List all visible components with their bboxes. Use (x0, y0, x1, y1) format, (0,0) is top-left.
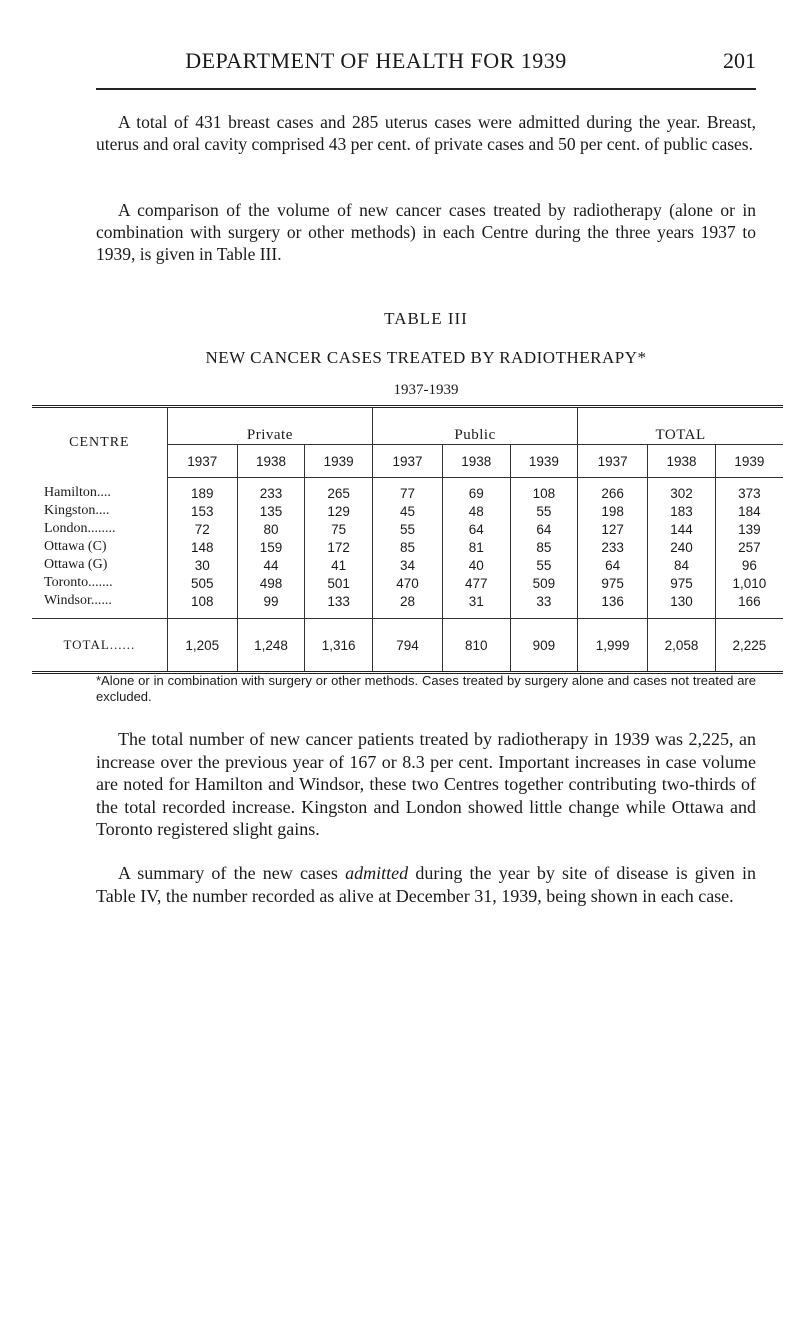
table-cell: 30 (194, 557, 210, 573)
table-cell: 48 (442, 502, 510, 520)
page-number: 201 (723, 48, 756, 73)
page-title: DEPARTMENT OF HEALTH FOR 1939 (185, 48, 567, 73)
table-cell: 81 (442, 538, 510, 556)
table-cell: 28 (372, 592, 442, 619)
table-cell: 129 (305, 502, 373, 520)
table-cell: 108 (510, 478, 578, 503)
table-cell: 55 (510, 502, 578, 520)
table-cell: 55 (510, 556, 578, 574)
table-cell: 77 (372, 478, 442, 503)
table-cell: 184 (715, 502, 783, 520)
table-cell: 505 (190, 575, 214, 591)
table-cell: 144 (648, 520, 716, 538)
total-cell: 794 (372, 619, 442, 673)
year-header: 1938 (442, 445, 510, 478)
centre-name: Windsor...... (32, 592, 167, 619)
table-cell: 509 (510, 574, 578, 592)
table-cell: 41 (305, 556, 373, 574)
table-cell: 148 (190, 539, 214, 555)
table-cell: 96 (715, 556, 783, 574)
table-cell: 135 (237, 502, 305, 520)
table-cell: 975 (578, 574, 648, 592)
table-cell: 130 (648, 592, 716, 619)
table-cell: 44 (237, 556, 305, 574)
centre-name: Kingston.... (32, 502, 167, 520)
table-row (32, 538, 783, 556)
table-cell: 75 (305, 520, 373, 538)
table-cell: 64 (442, 520, 510, 538)
column-group-total: TOTAL (578, 407, 783, 445)
total-cell: 2,225 (715, 619, 783, 673)
table-row (32, 478, 783, 503)
paragraph-4-part-b: during the year by site of disease is given in Table IV, the number recorded as alive at December 31, 1939, being shown in each case. (96, 863, 756, 906)
table-cell: 1,010 (715, 574, 783, 592)
table-cell: 975 (648, 574, 716, 592)
table-cell: 72 (194, 521, 210, 537)
header-row-groups (32, 407, 783, 445)
table-cell: 257 (715, 538, 783, 556)
table-cell: 64 (578, 556, 648, 574)
year-header: 1939 (305, 445, 373, 478)
table-cell: 80 (237, 520, 305, 538)
table-cell: 477 (442, 574, 510, 592)
table-cell: 45 (372, 502, 442, 520)
table-cell: 198 (578, 502, 648, 520)
table-row (32, 556, 783, 574)
paragraph-4 (96, 862, 756, 907)
table-container (32, 405, 783, 674)
table-row (32, 574, 783, 592)
table-row (32, 520, 783, 538)
centre-name: London........ (32, 520, 167, 538)
paragraph-2: A comparison of the volume of new cancer cases treated by radiotherapy (alone or in combination with surgery or other methods) in each Centre during the three years 1937 to 1939, is given in Table III. (96, 200, 756, 264)
centre-name: Hamilton.... (32, 478, 167, 503)
table-body (32, 478, 783, 619)
total-cell: 1,999 (578, 619, 648, 673)
table-title: NEW CANCER CASES TREATED BY RADIOTHERAPY* (205, 348, 647, 367)
column-group-private: Private (246, 427, 293, 443)
total-label: TOTAL...... (32, 619, 167, 673)
paragraph-3: The total number of new cancer patients treated by radiotherapy in 1939 was 2,225, an increase over the previous year of 167 or 8.3 per cent. Important increases in case volume are noted for Hamilton and Windsor, these two Centres together contributing two-thirds of the total recorded increase. Kingston and London showed little change while Ottawa and Toronto registered slight gains. (96, 729, 756, 839)
table-cell: 127 (578, 520, 648, 538)
year-header: 1937 (578, 445, 648, 478)
total-cell: 1,248 (237, 619, 305, 673)
table-cell: 64 (510, 520, 578, 538)
table-cell: 33 (510, 592, 578, 619)
table-cell: 498 (237, 574, 305, 592)
column-group-public: Public (372, 407, 577, 445)
table-cell: 69 (442, 478, 510, 503)
centre-name: Ottawa (C) (32, 538, 167, 556)
table-cell: 183 (648, 502, 716, 520)
year-header: 1938 (237, 445, 305, 478)
total-row (32, 619, 783, 673)
table-cell: 265 (305, 478, 373, 503)
column-header-centre: CENTRE (32, 407, 167, 478)
table-cell: 166 (715, 592, 783, 619)
table-cell: 189 (190, 485, 214, 501)
table-cell: 136 (578, 592, 648, 619)
total-cell: 909 (510, 619, 578, 673)
year-header: 1938 (648, 445, 716, 478)
total-cell: 2,058 (648, 619, 716, 673)
table-cell: 501 (305, 574, 373, 592)
table-cell: 40 (442, 556, 510, 574)
table-cell: 470 (372, 574, 442, 592)
table-cell: 172 (305, 538, 373, 556)
table-cell: 31 (442, 592, 510, 619)
table-cell: 159 (237, 538, 305, 556)
paragraph-4-emphasis: admitted (345, 863, 409, 883)
table-cell: 84 (648, 556, 716, 574)
table-cell: 133 (305, 592, 373, 619)
table-cell: 108 (190, 593, 214, 609)
table-cell: 34 (372, 556, 442, 574)
total-cell: 810 (442, 619, 510, 673)
table-label: TABLE III (384, 309, 468, 328)
page-header (96, 48, 756, 90)
year-header: 1939 (715, 445, 783, 478)
centre-name: Toronto....... (32, 574, 167, 592)
table-row (32, 502, 783, 520)
table-cell: 373 (715, 478, 783, 503)
table-cell: 233 (578, 538, 648, 556)
table-cell: 55 (372, 520, 442, 538)
table-cell: 85 (372, 538, 442, 556)
centre-name: Ottawa (G) (32, 556, 167, 574)
year-header: 1939 (510, 445, 578, 478)
cancer-cases-table (32, 405, 783, 674)
paragraph-4-part-a: A summary of the new cases (118, 863, 346, 883)
table-years-range: 1937-1939 (393, 382, 459, 398)
table-footnote: *Alone or in combination with surgery or other methods. Cases treated by surgery alone and cases not treated are excluded. (96, 673, 756, 704)
table-cell: 153 (190, 503, 214, 519)
table-cell: 233 (237, 478, 305, 503)
table-row (32, 592, 783, 619)
table-cell: 99 (237, 592, 305, 619)
table-cell: 266 (578, 478, 648, 503)
total-cell: 1,316 (305, 619, 373, 673)
table-cell: 240 (648, 538, 716, 556)
paragraph-1: A total of 431 breast cases and 285 uterus cases were admitted during the year. Breast, uterus and oral cavity comprised 43 per cent. of private cases and 50 per cent. of public cases. (96, 112, 756, 154)
table-cell: 85 (510, 538, 578, 556)
table-cell: 139 (715, 520, 783, 538)
year-header: 1937 (167, 445, 237, 478)
total-cell: 1,205 (167, 619, 237, 673)
table-cell: 302 (648, 478, 716, 503)
year-header: 1937 (372, 445, 442, 478)
